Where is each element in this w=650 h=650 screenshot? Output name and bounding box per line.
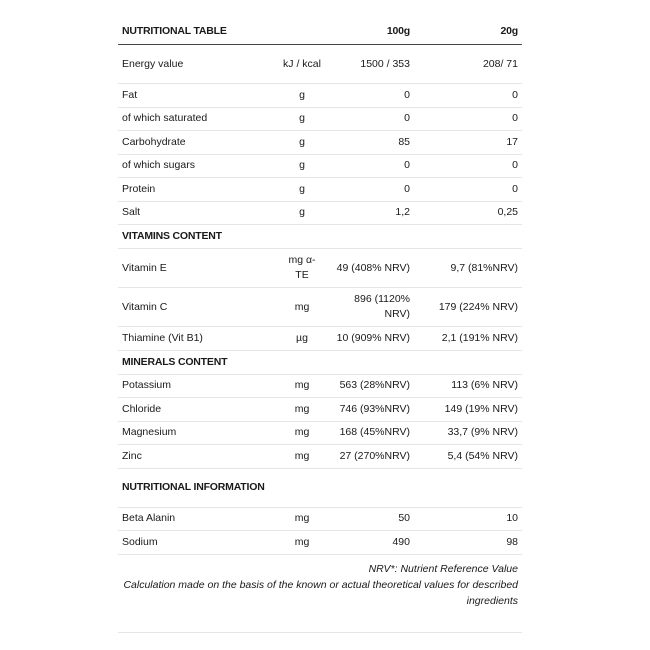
col-20g-header: 20g [414, 18, 522, 45]
nutrient-name: Zinc [118, 445, 278, 469]
nutrient-name: Potassium [118, 374, 278, 398]
nutrient-unit: mg [278, 421, 326, 445]
value-100g: 168 (45%NRV) [326, 421, 414, 445]
value-100g: 50 [326, 507, 414, 531]
nutrient-unit: mg [278, 398, 326, 422]
section-title: NUTRITIONAL INFORMATION [118, 468, 278, 507]
nutritional-table [118, 18, 522, 555]
nutrient-unit: µg [278, 327, 326, 351]
table-row [118, 84, 522, 108]
nutrient-unit: mg [278, 445, 326, 469]
section-title: VITAMINS CONTENT [118, 225, 522, 249]
table-title: NUTRITIONAL TABLE [118, 18, 278, 45]
value-100g: 0 [326, 84, 414, 108]
nutrient-unit: mg [278, 531, 326, 555]
value-20g: 10 [414, 507, 522, 531]
value-20g: 2,1 (191% NRV) [414, 327, 522, 351]
table-row [118, 445, 522, 469]
value-100g: 896 (1120% NRV) [326, 288, 414, 327]
value-20g: 0 [414, 107, 522, 131]
table-row [118, 178, 522, 202]
table-row [118, 507, 522, 531]
value-20g: 9,7 (81%NRV) [414, 249, 522, 288]
value-20g: 113 (6% NRV) [414, 374, 522, 398]
table-row [118, 421, 522, 445]
value-20g: 149 (19% NRV) [414, 398, 522, 422]
nutrient-unit: kJ / kcal [278, 45, 326, 84]
nutrient-name: Chloride [118, 398, 278, 422]
divider [118, 632, 522, 633]
nutrient-name: of which sugars [118, 154, 278, 178]
nutrient-unit: g [278, 107, 326, 131]
value-100g: 10 (909% NRV) [326, 327, 414, 351]
value-100g: 490 [326, 531, 414, 555]
nutrition-panel [118, 18, 522, 609]
calculation-note: Calculation made on the basis of the known or actual theoretical values for described ingredients [123, 578, 518, 607]
nutrient-unit: g [278, 131, 326, 155]
nutrient-name: Sodium [118, 531, 278, 555]
value-100g: 27 (270%NRV) [326, 445, 414, 469]
value-100g: 0 [326, 154, 414, 178]
nutrient-name: Salt [118, 201, 278, 225]
value-20g: 0 [414, 178, 522, 202]
nutrient-name: Protein [118, 178, 278, 202]
value-100g: 85 [326, 131, 414, 155]
nutrient-name: Thiamine (Vit B1) [118, 327, 278, 351]
nutrient-name: Vitamin E [118, 249, 278, 288]
value-20g: 179 (224% NRV) [414, 288, 522, 327]
nutrient-unit: g [278, 201, 326, 225]
nutrient-name: Fat [118, 84, 278, 108]
value-100g: 1,2 [326, 201, 414, 225]
nutrient-name: of which saturated [118, 107, 278, 131]
nutrient-name: Magnesium [118, 421, 278, 445]
nutrient-name: Beta Alanin [118, 507, 278, 531]
table-row [118, 327, 522, 351]
section-header-minerals [118, 350, 522, 374]
value-100g: 563 (28%NRV) [326, 374, 414, 398]
section-header-info [118, 468, 522, 507]
value-100g: 1500 / 353 [326, 45, 414, 84]
value-20g: 33,7 (9% NRV) [414, 421, 522, 445]
nutrient-unit: mg α-TE [278, 249, 326, 288]
unit-header [278, 18, 326, 45]
section-header-vitamins [118, 225, 522, 249]
value-100g: 49 (408% NRV) [326, 249, 414, 288]
table-row [118, 154, 522, 178]
value-20g: 17 [414, 131, 522, 155]
value-20g: 5,4 (54% NRV) [414, 445, 522, 469]
table-header [118, 18, 522, 45]
table-row [118, 531, 522, 555]
nutrient-unit: g [278, 154, 326, 178]
value-20g: 98 [414, 531, 522, 555]
col-100g-header: 100g [326, 18, 414, 45]
table-row [118, 398, 522, 422]
value-100g: 0 [326, 107, 414, 131]
nutrient-unit: mg [278, 288, 326, 327]
value-20g: 0 [414, 154, 522, 178]
nrv-note: NRV*: Nutrient Reference Value [368, 562, 518, 575]
table-row [118, 201, 522, 225]
nutrient-unit: g [278, 178, 326, 202]
table-row [118, 131, 522, 155]
table-row [118, 374, 522, 398]
nutrient-unit: mg [278, 507, 326, 531]
value-100g: 0 [326, 178, 414, 202]
table-row [118, 249, 522, 288]
table-row [118, 45, 522, 84]
footnote [118, 561, 522, 609]
table-row [118, 288, 522, 327]
value-20g: 0,25 [414, 201, 522, 225]
value-20g: 208/ 71 [414, 45, 522, 84]
nutrient-name: Energy value [118, 45, 278, 84]
nutrient-unit: g [278, 84, 326, 108]
nutrient-name: Vitamin C [118, 288, 278, 327]
nutrient-name: Carbohydrate [118, 131, 278, 155]
value-100g: 746 (93%NRV) [326, 398, 414, 422]
value-20g: 0 [414, 84, 522, 108]
table-row [118, 107, 522, 131]
nutrient-unit: mg [278, 374, 326, 398]
section-title: MINERALS CONTENT [118, 350, 522, 374]
